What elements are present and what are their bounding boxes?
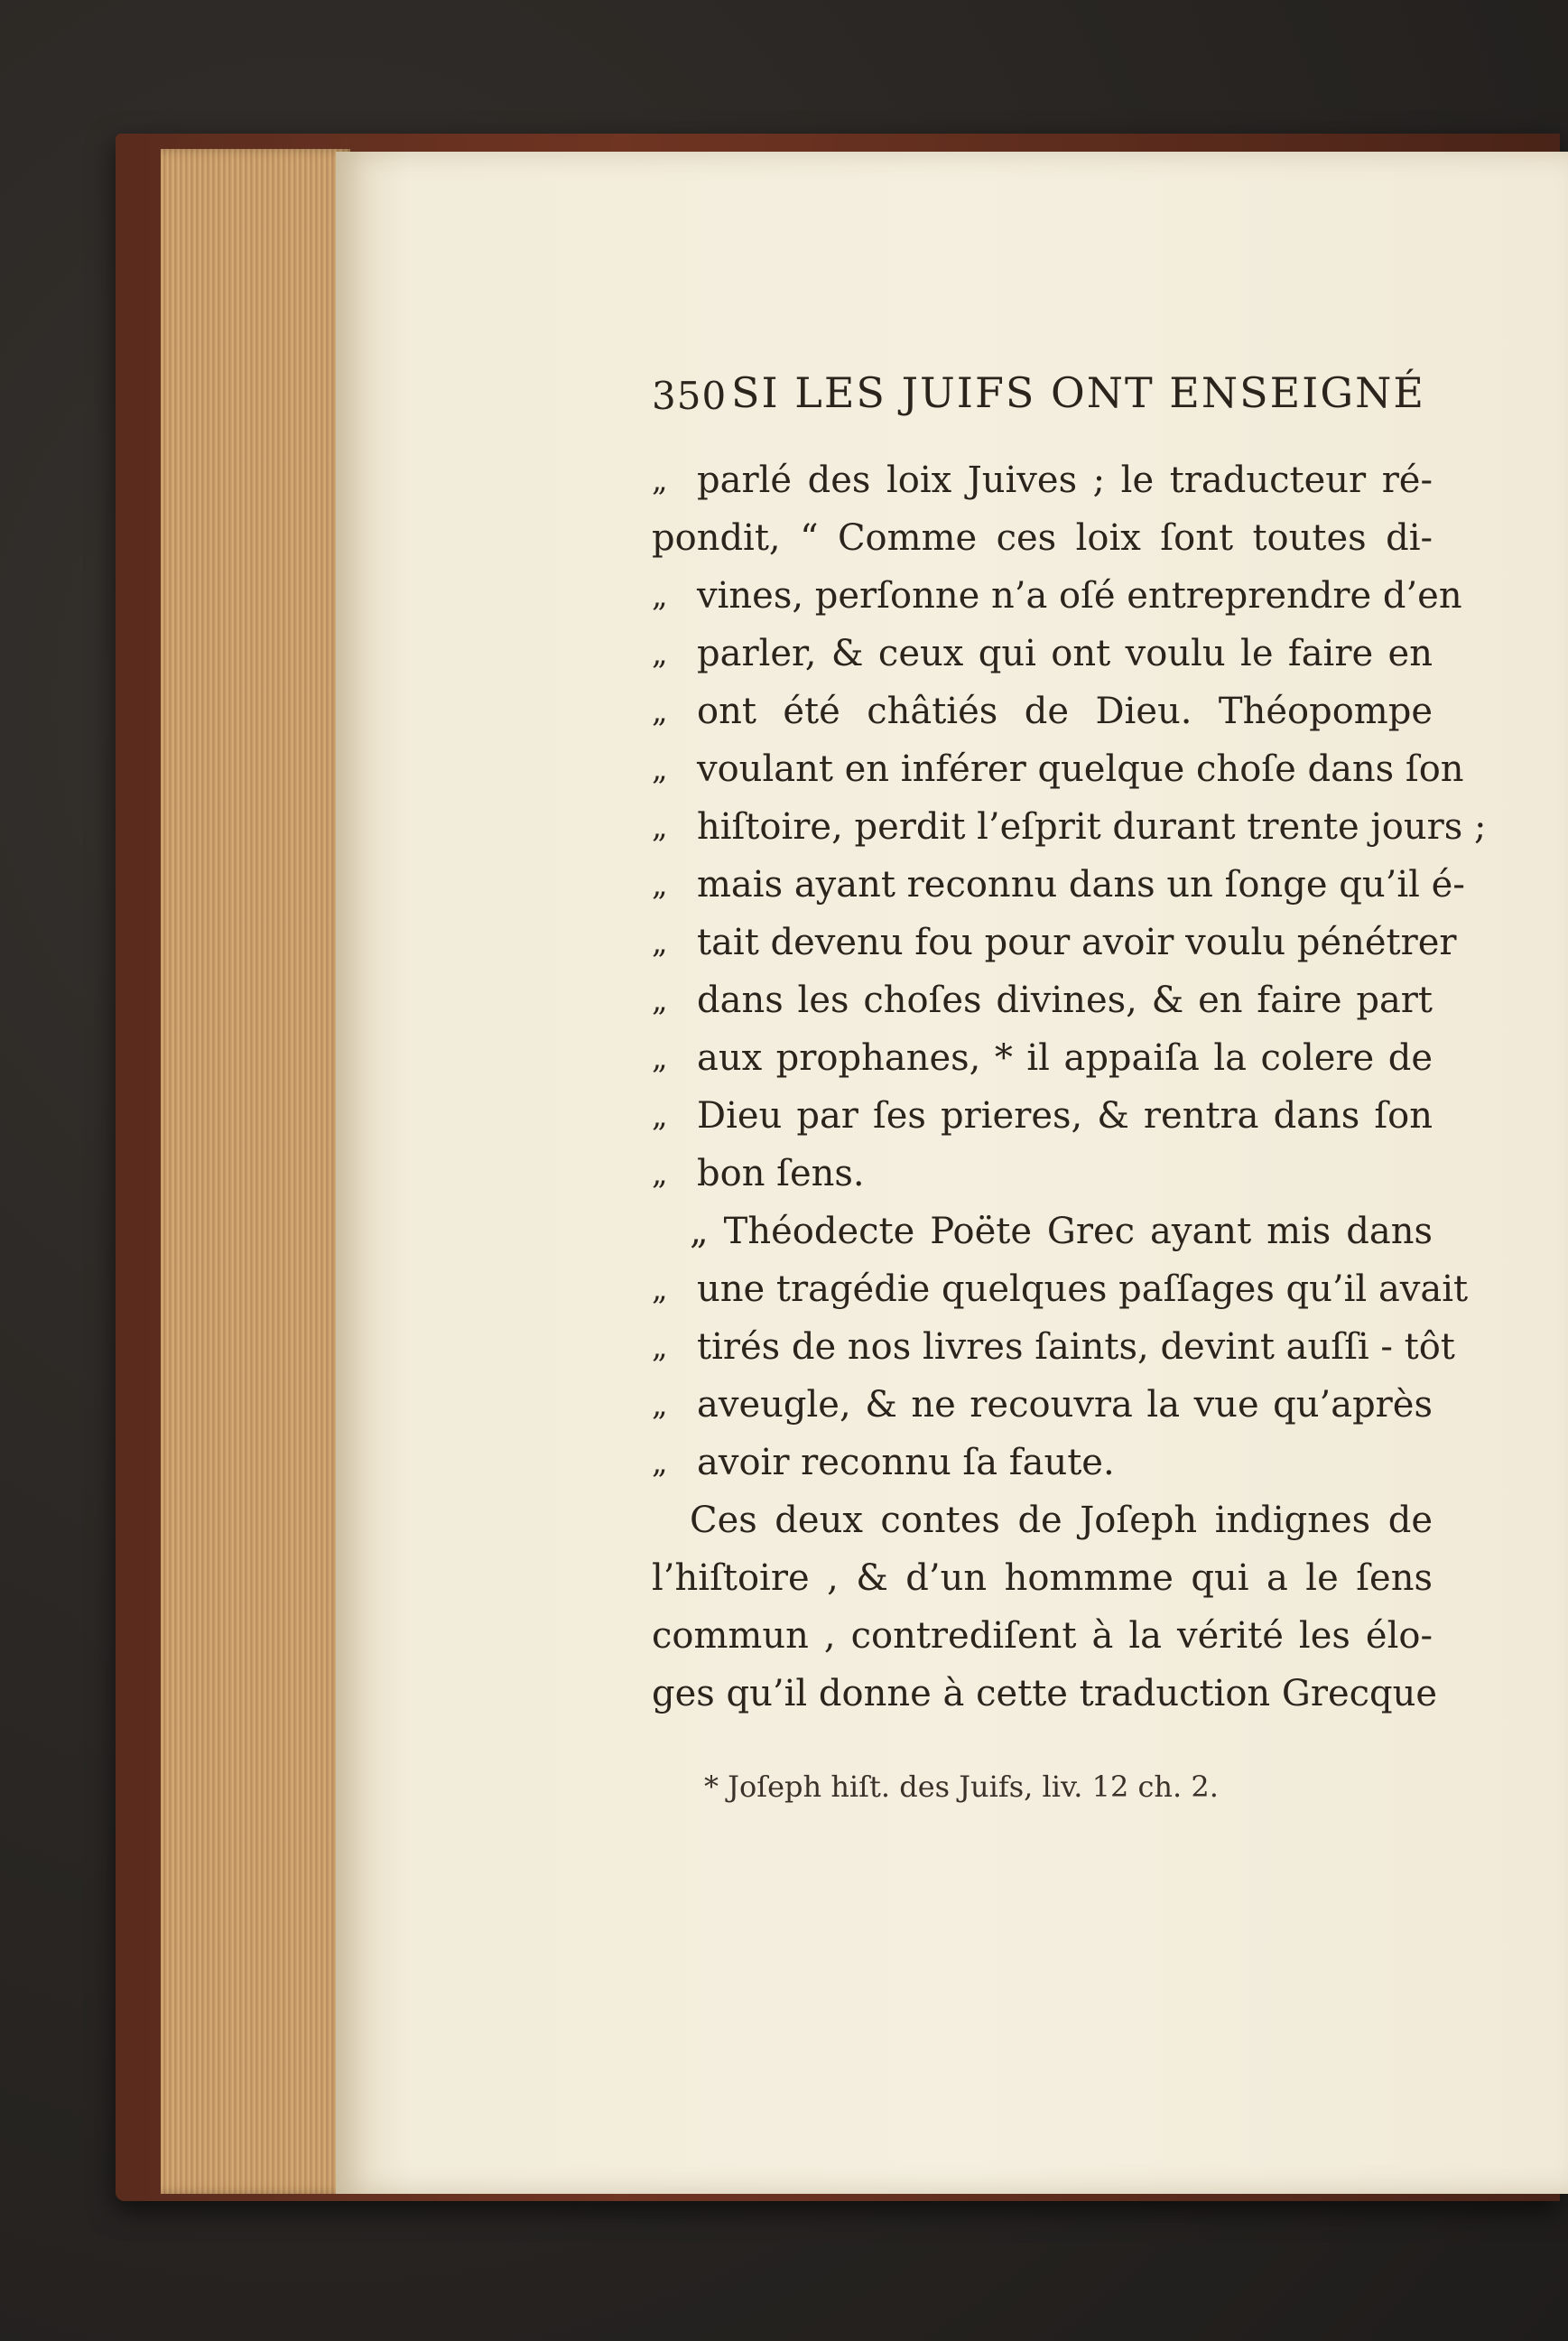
line-text: vines, perſonne n’a oſé entreprendre d’en	[697, 575, 1462, 617]
text-line	[652, 1549, 1433, 1607]
text-line	[652, 1434, 1433, 1491]
text-line	[652, 451, 1433, 509]
line-text: bon ſens.	[697, 1153, 865, 1194]
text-line	[652, 798, 1487, 856]
line-text: commun , contrediſent à la vérité les élo-	[652, 1615, 1433, 1657]
quote-mark: „	[652, 636, 668, 672]
quote-mark: „	[652, 1445, 668, 1481]
quote-mark: „	[652, 1098, 668, 1134]
line-text: parler, & ceux qui ont voulu le faire en	[697, 633, 1433, 674]
text-line	[652, 1260, 1469, 1318]
line-text: Dieu par ſes prieres, & rentra dans ſon	[697, 1095, 1433, 1137]
text-line	[652, 567, 1462, 625]
quote-mark: „	[652, 462, 668, 498]
footnote: * Joſeph hiſt. des Juifs, liv. 12 ch. 2.	[704, 1770, 1219, 1804]
text-line	[652, 1376, 1433, 1434]
quote-mark: „	[652, 1387, 668, 1423]
text-line	[652, 1665, 1438, 1723]
line-text: tait devenu fou pour avoir voulu pénétrer	[697, 922, 1457, 963]
page-header	[652, 368, 1433, 423]
text-line	[652, 1203, 1433, 1260]
text-line	[652, 1607, 1433, 1665]
text-line	[652, 914, 1457, 971]
quote-mark: „	[652, 1040, 668, 1076]
text-line	[652, 856, 1465, 914]
page-number: 350	[652, 374, 728, 418]
line-text: aveugle, & ne recouvra la vue qu’après	[697, 1384, 1433, 1426]
quote-mark: „	[652, 1271, 668, 1307]
line-text: une tragédie quelques paſſages qu’il avait	[697, 1268, 1469, 1310]
page-edges	[161, 149, 350, 2194]
line-text: parlé des loix Juives ; le traducteur ré-	[697, 460, 1433, 501]
quote-mark: „	[652, 924, 668, 961]
line-text: voulant en inférer quelque choſe dans ſon	[697, 748, 1464, 790]
body-text	[652, 451, 1487, 1723]
line-text: avoir reconnu ſa faute.	[697, 1442, 1115, 1483]
line-text: pondit, “ Comme ces loix ſont toutes di-	[652, 517, 1433, 559]
quote-mark: „	[652, 751, 668, 787]
line-text: Ces deux contes de Joſeph indignes de	[690, 1500, 1433, 1541]
text-line	[652, 509, 1433, 567]
quote-mark: „	[652, 867, 668, 903]
line-text: „ Théodecte Poëte Grec ayant mis dans	[690, 1211, 1433, 1252]
line-text: mais ayant reconnu dans un ſonge qu’il é-	[697, 864, 1465, 906]
line-text: ont été châtiés de Dieu. Théopompe	[697, 691, 1433, 732]
quote-mark: „	[652, 1329, 668, 1365]
text-line	[652, 1087, 1433, 1145]
quote-mark: „	[652, 1156, 668, 1192]
text-line	[652, 1145, 1433, 1203]
line-text: l’hiſtoire , & d’un hommme qui a le ſens	[652, 1557, 1433, 1599]
text-line	[652, 625, 1433, 683]
line-text: dans les choſes divines, & en faire part	[697, 980, 1433, 1021]
line-text: tirés de nos livres ſaints, devint auſſi - tôt	[697, 1326, 1455, 1368]
quote-mark: „	[652, 982, 668, 1018]
line-text: ges qu’il donne à cette traduction Grecque	[652, 1673, 1438, 1714]
text-line	[652, 683, 1433, 740]
quote-mark: „	[652, 693, 668, 729]
running-title: SI LES JUIFS ONT ENSEIGNÉ	[731, 368, 1425, 417]
text-line	[652, 1491, 1433, 1549]
quote-mark: „	[652, 809, 668, 845]
quote-mark: „	[652, 578, 668, 614]
line-text: aux prophanes, * il appaiſa la colere de	[697, 1037, 1433, 1079]
line-text: hiſtoire, perdit l’eſprit durant trente jours ;	[697, 806, 1487, 848]
text-line	[652, 740, 1464, 798]
text-line	[652, 1029, 1433, 1087]
text-line	[652, 1318, 1455, 1376]
text-line	[652, 971, 1433, 1029]
